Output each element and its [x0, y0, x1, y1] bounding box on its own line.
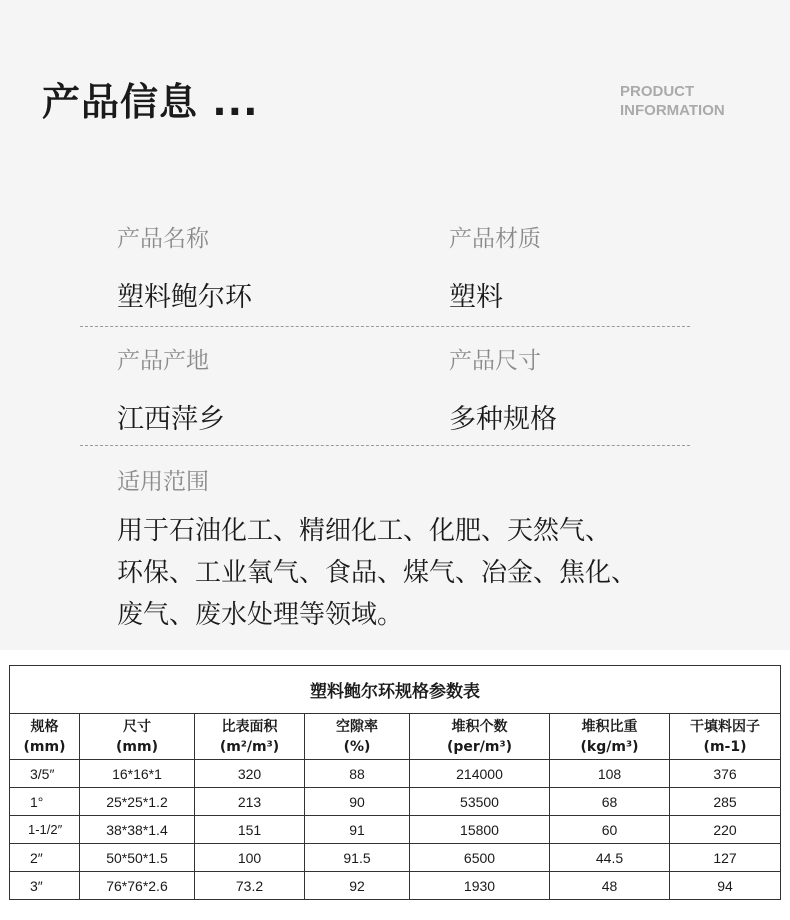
- table-cell: 38*38*1.4: [80, 816, 195, 844]
- table-cell: 44.5: [550, 844, 670, 872]
- product-material-value: 塑料: [449, 282, 503, 313]
- product-name-value: 塑料鲍尔环: [117, 282, 252, 313]
- table-cell: 1°: [10, 788, 80, 816]
- product-origin-label: 产品产地: [117, 348, 209, 374]
- table-cell: 68: [550, 788, 670, 816]
- page-title-en-line1: PRODUCT: [620, 83, 695, 100]
- column-header: 堆积比重 (kg/m³): [550, 714, 670, 760]
- table-cell: 88: [305, 760, 410, 788]
- table-row: [10, 844, 781, 872]
- table-cell: 1-1/2″: [10, 816, 80, 844]
- table-cell: 1930: [410, 872, 550, 900]
- usage-line: 环保、工业氧气、食品、煤气、冶金、焦化、: [117, 558, 638, 588]
- table-cell: 53500: [410, 788, 550, 816]
- table-cell: 92: [305, 872, 410, 900]
- usage-text: [117, 510, 697, 636]
- table-header-row: [10, 714, 781, 760]
- column-header: 干填料因子 (m-1): [670, 714, 781, 760]
- usage-line: 用于石油化工、精细化工、化肥、天然气、: [117, 516, 612, 546]
- table-cell: 376: [670, 760, 781, 788]
- table-cell: 214000: [410, 760, 550, 788]
- table-cell: 6500: [410, 844, 550, 872]
- table-cell: 100: [195, 844, 305, 872]
- table-cell: 320: [195, 760, 305, 788]
- table-cell: 73.2: [195, 872, 305, 900]
- table-cell: 127: [670, 844, 781, 872]
- usage-line: 废气、废水处理等领域。: [117, 600, 404, 630]
- table-cell: 151: [195, 816, 305, 844]
- table-cell: 76*76*2.6: [80, 872, 195, 900]
- table-cell: 60: [550, 816, 670, 844]
- table-cell: 2″: [10, 844, 80, 872]
- table-row: [10, 872, 781, 900]
- product-name-label: 产品名称: [117, 226, 209, 252]
- product-size-label: 产品尺寸: [449, 348, 541, 374]
- table-cell: 91.5: [305, 844, 410, 872]
- table-caption-row: [10, 666, 781, 714]
- page-title-en-line2: INFORMATION: [620, 102, 725, 119]
- page-title-en: [620, 82, 725, 120]
- table-cell: 15800: [410, 816, 550, 844]
- table-title: 塑料鲍尔环规格参数表: [10, 666, 781, 714]
- table-row: [10, 816, 781, 844]
- column-header: 规格 (mm): [10, 714, 80, 760]
- product-material-label: 产品材质: [449, 226, 541, 252]
- table-cell: 48: [550, 872, 670, 900]
- table-cell: 91: [305, 816, 410, 844]
- page-title: 产品信息 ...: [42, 80, 259, 124]
- table-cell: 3/5″: [10, 760, 80, 788]
- table-cell: 90: [305, 788, 410, 816]
- table-cell: 25*25*1.2: [80, 788, 195, 816]
- table-cell: 213: [195, 788, 305, 816]
- table-cell: 285: [670, 788, 781, 816]
- table-cell: 50*50*1.5: [80, 844, 195, 872]
- table-cell: 220: [670, 816, 781, 844]
- table-cell: 3″: [10, 872, 80, 900]
- product-origin-value: 江西萍乡: [117, 404, 225, 435]
- divider: [80, 326, 690, 327]
- column-header: 尺寸 (mm): [80, 714, 195, 760]
- divider: [80, 445, 690, 446]
- table-row: [10, 788, 781, 816]
- table-row: [10, 760, 781, 788]
- column-header: 空隙率 (%): [305, 714, 410, 760]
- spec-table: [9, 665, 781, 900]
- usage-label: 适用范围: [117, 469, 209, 495]
- table-cell: 94: [670, 872, 781, 900]
- table-cell: 16*16*1: [80, 760, 195, 788]
- column-header: 比表面积 (m²/m³): [195, 714, 305, 760]
- product-size-value: 多种规格: [449, 404, 557, 435]
- column-header: 堆积个数 (per/m³): [410, 714, 550, 760]
- table-cell: 108: [550, 760, 670, 788]
